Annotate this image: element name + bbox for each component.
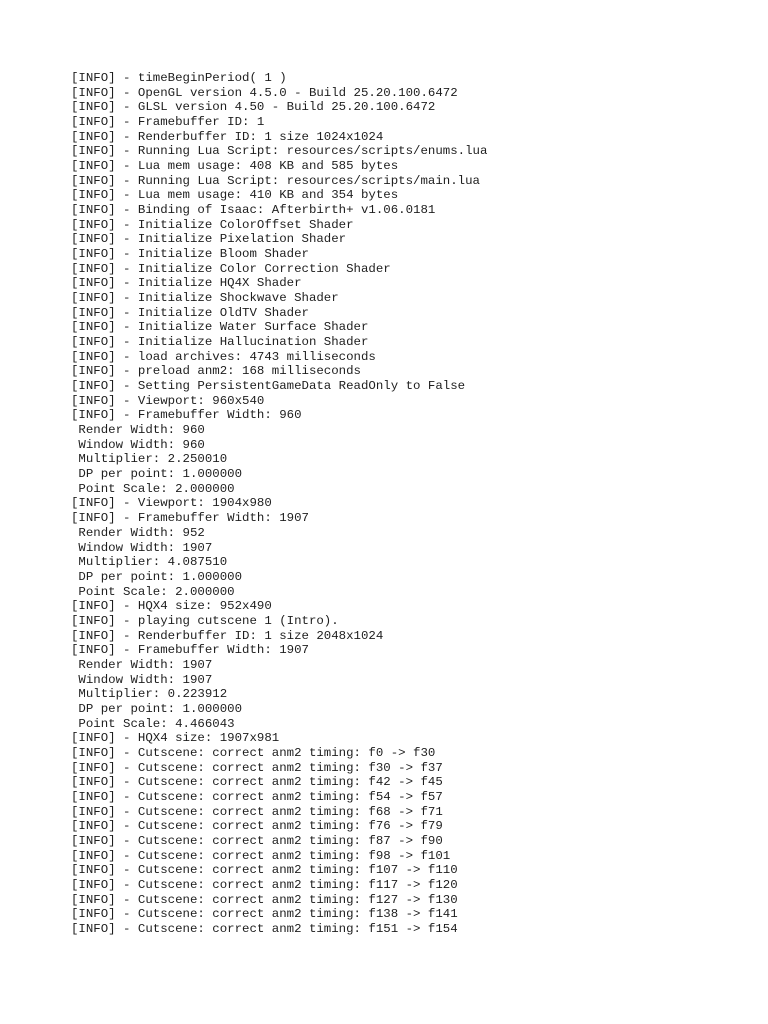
log-line: [INFO] - Binding of Isaac: Afterbirth+ v1.06.0181 xyxy=(71,203,436,218)
log-line: [INFO] - Cutscene: correct anm2 timing: f98 -> f101 xyxy=(71,848,451,863)
log-line: [INFO] - Cutscene: correct anm2 timing: f107 -> f110 xyxy=(71,863,458,878)
log-line: [INFO] - Framebuffer ID: 1 xyxy=(71,115,265,130)
log-line: [INFO] - Cutscene: correct anm2 timing: f87 -> f90 xyxy=(71,833,443,848)
log-line: [INFO] - Initialize Shockwave Shader xyxy=(71,291,339,306)
log-line: [INFO] - playing cutscene 1 (Intro). xyxy=(71,613,339,628)
log-line: [INFO] - Cutscene: correct anm2 timing: f30 -> f37 xyxy=(71,760,443,775)
log-line: [INFO] - HQX4 size: 1907x981 xyxy=(71,731,280,746)
log-line: [INFO] - Initialize ColorOffset Shader xyxy=(71,217,354,232)
log-line: Point Scale: 4.466043 xyxy=(71,716,235,731)
log-line: [INFO] - Initialize Hallucination Shader xyxy=(71,335,369,350)
log-line: [INFO] - Setting PersistentGameData ReadOnly to False xyxy=(71,379,466,394)
log-line: Render Width: 960 xyxy=(71,423,205,438)
log-line: Point Scale: 2.000000 xyxy=(71,481,235,496)
log-line: Render Width: 952 xyxy=(71,525,205,540)
log-line: Window Width: 1907 xyxy=(71,672,213,687)
log-line: [INFO] - Framebuffer Width: 960 xyxy=(71,408,302,423)
log-line: [INFO] - Framebuffer Width: 1907 xyxy=(71,511,309,526)
log-line: [INFO] - Cutscene: correct anm2 timing: f68 -> f71 xyxy=(71,804,443,819)
log-line: Render Width: 1907 xyxy=(71,657,213,672)
log-line: [INFO] - OpenGL version 4.5.0 - Build 25.20.100.6472 xyxy=(71,85,458,100)
log-line: [INFO] - Lua mem usage: 408 KB and 585 bytes xyxy=(71,159,399,174)
log-line: [INFO] - Running Lua Script: resources/scripts/main.lua xyxy=(71,173,480,188)
log-line: [INFO] - Renderbuffer ID: 1 size 2048x1024 xyxy=(71,628,384,643)
log-line: Multiplier: 4.087510 xyxy=(71,555,228,570)
log-line: [INFO] - timeBeginPeriod( 1 ) xyxy=(71,71,287,85)
log-line: [INFO] - Initialize Pixelation Shader xyxy=(71,232,347,247)
log-line: [INFO] - GLSL version 4.50 - Build 25.20.100.6472 xyxy=(71,100,436,115)
log-line: Multiplier: 0.223912 xyxy=(71,687,228,702)
log-line: DP per point: 1.000000 xyxy=(71,569,243,584)
log-line: Multiplier: 2.250010 xyxy=(71,452,228,467)
log-line: [INFO] - Viewport: 960x540 xyxy=(71,393,265,408)
log-line: [INFO] - Lua mem usage: 410 KB and 354 bytes xyxy=(71,188,399,203)
log-line: [INFO] - Framebuffer Width: 1907 xyxy=(71,643,309,658)
log-line: [INFO] - Cutscene: correct anm2 timing: f151 -> f154 xyxy=(71,921,458,936)
log-line: [INFO] - Initialize Color Correction Shader xyxy=(71,261,391,276)
log-line: DP per point: 1.000000 xyxy=(71,701,243,716)
log-line: Point Scale: 2.000000 xyxy=(71,584,235,599)
log-line: [INFO] - Cutscene: correct anm2 timing: f138 -> f141 xyxy=(71,907,458,922)
log-line: Window Width: 960 xyxy=(71,437,205,452)
log-line: [INFO] - Running Lua Script: resources/scripts/enums.lua xyxy=(71,144,488,159)
log-line: [INFO] - Cutscene: correct anm2 timing: f54 -> f57 xyxy=(71,789,443,804)
log-line: [INFO] - HQX4 size: 952x490 xyxy=(71,599,272,614)
log-line: [INFO] - Viewport: 1904x980 xyxy=(71,496,272,511)
log-line: [INFO] - Cutscene: correct anm2 timing: f76 -> f79 xyxy=(71,819,443,834)
log-line: [INFO] - Cutscene: correct anm2 timing: f127 -> f130 xyxy=(71,892,458,907)
log-line: [INFO] - Cutscene: correct anm2 timing: f42 -> f45 xyxy=(71,775,443,790)
log-line: [INFO] - Renderbuffer ID: 1 size 1024x1024 xyxy=(71,129,384,144)
log-line: [INFO] - Initialize Bloom Shader xyxy=(71,247,309,262)
log-line: Window Width: 1907 xyxy=(71,540,213,555)
log-line: [INFO] - load archives: 4743 milliseconds xyxy=(71,349,376,364)
log-line: [INFO] - Initialize Water Surface Shader xyxy=(71,320,369,335)
log-line: [INFO] - Cutscene: correct anm2 timing: f117 -> f120 xyxy=(71,877,458,892)
log-line: [INFO] - Cutscene: correct anm2 timing: f0 -> f30 xyxy=(71,745,436,760)
log-line: [INFO] - preload anm2: 168 milliseconds xyxy=(71,364,361,379)
log-line: [INFO] - Initialize OldTV Shader xyxy=(71,305,309,320)
log-output xyxy=(71,71,487,937)
log-line: [INFO] - Initialize HQ4X Shader xyxy=(71,276,302,291)
log-line: DP per point: 1.000000 xyxy=(71,467,243,482)
